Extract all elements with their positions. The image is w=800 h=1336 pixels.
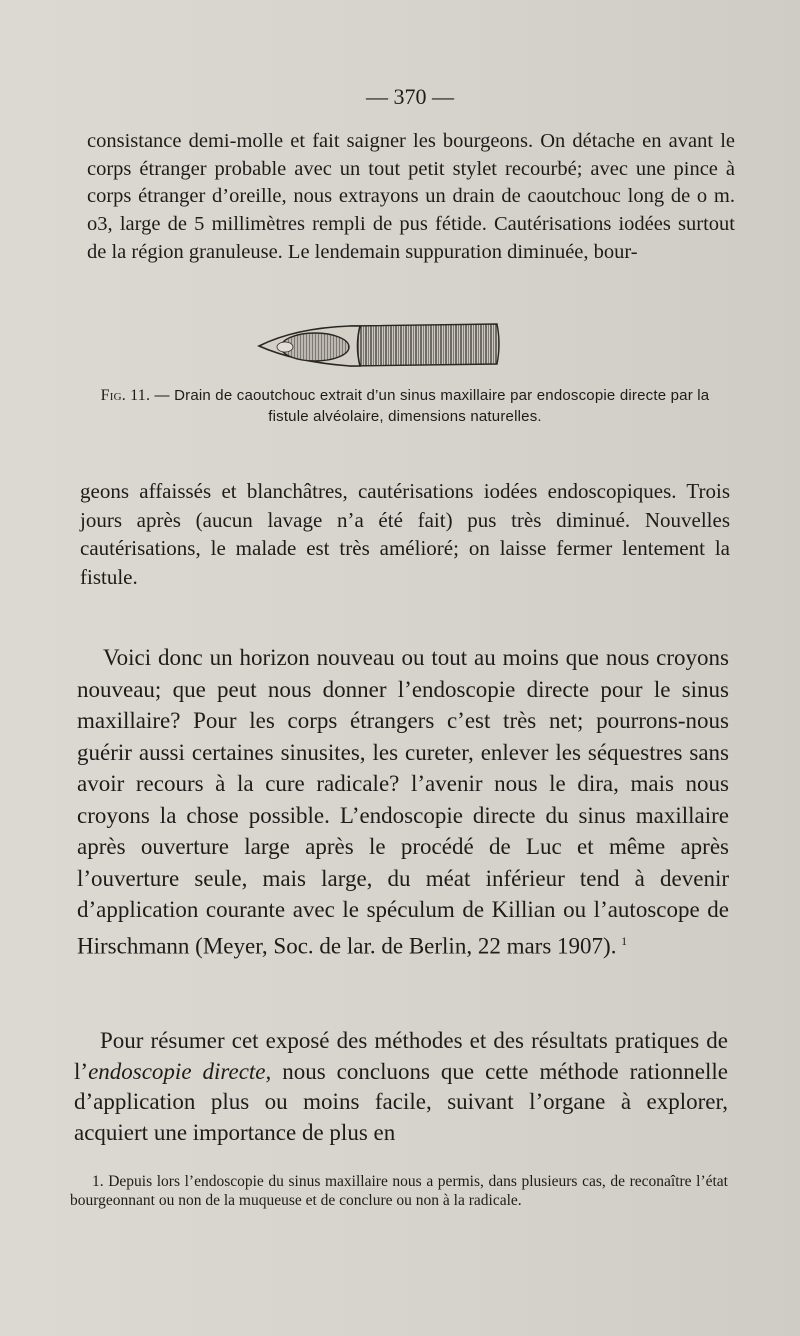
footnote: 1. Depuis lors l’endoscopie du sinus maxillaire nous a permis, dans plusieurs cas, de reconaître l’état bourgeonnant ou non de la muqueuse et de conclure ou non à la radicale. <box>70 1173 728 1209</box>
figure-label: Fig. 11. <box>100 387 151 404</box>
figure-caption-text: — Drain de caoutchouc extrait d’un sinus maxillaire par endoscopie directe par la fistule alvéolaire, dimensions naturelles. <box>150 387 710 425</box>
footnote-reference: 1 <box>621 933 628 948</box>
paragraph-4-end: nous concluons que cette méthode rationnelle d’application plus ou moins facile, suivant l’organe à explorer, acquiert une importance de plus en <box>74 1058 728 1145</box>
rubber-drain-figure <box>255 318 505 374</box>
figure-caption <box>85 385 725 427</box>
paragraph-4-italic: endoscopie directe, <box>88 1058 272 1084</box>
paragraph-4 <box>74 1026 728 1148</box>
page-number: — 370 — <box>366 84 454 109</box>
paragraph-3 <box>77 642 729 962</box>
paragraph-2: geons affaissés et blanchâtres, cautérisations iodées endoscopiques. Trois jours après (aucun lavage n’a été fait) pus très diminué. Nouvelles cautérisations, le malade est très amélioré; on laisse fermer lentement la fistule. <box>80 479 730 589</box>
paragraph-4-start: Pour résumer cet exposé des méthodes et des résultats pratiques de l’ <box>74 1028 728 1084</box>
paragraph-1: consistance demi-molle et fait saigner les bourgeons. On détache en avant le corps étranger probable avec un tout petit stylet recourbé; avec une pince à corps étranger d’oreille, nous extrayons un drain de caoutchouc long de o m. o3, large de 5 millimètres rempli de pus fétide. Cautérisations iodées surtout de la région granuleuse. Le lendemain suppuration diminuée, bour- <box>87 130 735 263</box>
paragraph-3-text: Voici donc un horizon nouveau ou tout au moins que nous croyons nouveau; que peut nous donner l’endoscopie directe pour le sinus maxillaire? Pour les corps étrangers c’est très net; pourrons-nous guérir aussi certaines sinusites, les cureter, enlever les séquestres sans avoir recours à la cure radicale? l’avenir nous le dira, mais nous croyons la chose possible. L’endoscopie directe du sinus maxillaire après ouverture large après le procédé de Luc et même après l’ouverture seule, mais large, du méat inférieur tend à devenir d’application courante avec le spéculum de Killian ou l’autoscope de Hirschmann (Meyer, Soc. de lar. de Berlin, 22 mars 1907). <box>77 645 729 959</box>
